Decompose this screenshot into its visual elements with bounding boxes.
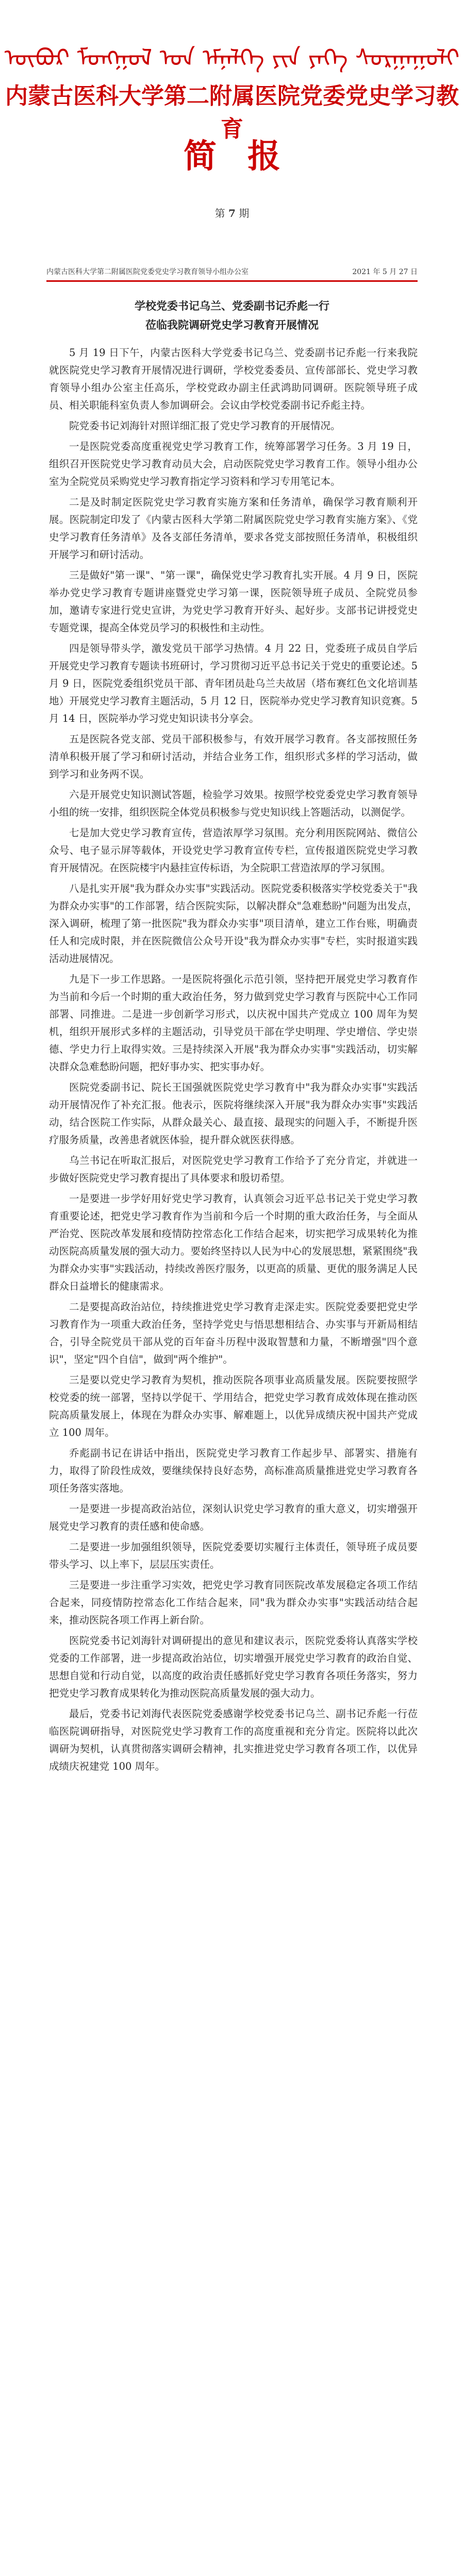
paragraph: 5 月 19 日下午，内蒙古医科大学党委书记乌兰、党委副书记乔彪一行来我院就医院党史学习教育开展情况进行调研，学校党委委员、宣传部部长、党史学习教育领导小组办公室主任高乐，学校党政办副主任武鸿助同调研。医院领导班子成员、相关职能科室负责人参加调研会。会议由学校党委副书记乔彪主持。 <box>49 347 418 411</box>
bulletin-title: 内蒙古医科大学第二附属医院党委党史学习教育 <box>5 83 459 142</box>
paragraph: 三是做好"第一课"、"第一课"，确保党史学习教育扎实开展。4 月 9 日，医院举办党史学习教育专题讲座暨党史学习第一课，医院领导班子成员、全院党员参加，邀请专家进行党史宣讲，为党史学习教育开好头、起好步。支部书记讲授党史专题党课，提高全体党员学习的积极性和主动性。 <box>49 569 418 634</box>
paragraph: 三是要以党史学习教育为契机，推动医院各项事业高质量发展。医院要按照学校党委的统一部署，坚持以学促干、学用结合，把党史学习教育成效体现在推动医院高质量发展上，体现在为群众办实事、解难题上，以优异成绩庆祝中国共产党成立 100 周年。 <box>49 1374 418 1438</box>
paragraph: 二是要进一步加强组织领导，医院党委要切实履行主体责任，领导班子成员要带头学习、以上率下，层层压实责任。 <box>49 1541 418 1570</box>
paragraph: 医院党委副书记、院长王国强就医院党史学习教育中"我为群众办实事"实践活动开展情况作了补充汇报。他表示，医院将继续深入开展"我为群众办实事"实践活动，结合医院工作实际，从群众最关心、最直接、最现实的问题入手，不断提升医疗服务质量，改善患者就医体验，提升群众就医获得感。 <box>49 1081 418 1146</box>
article-title: 学校党委书记乌兰、党委副书记乔彪一行 <box>135 299 329 312</box>
paragraph: 五是医院各党支部、党员干部积极参与，有效开展学习教育。各支部按照任务清单积极开展了学习和研讨活动，并结合业务工作，组织形式多样的学习活动，做到学习和业务两不误。 <box>49 733 418 780</box>
bulletin-name: 简报 <box>184 138 311 176</box>
paragraph: 二是要提高政治站位，持续推进党史学习教育走深走实。医院党委要把党史学习教育作为一项重大政治任务，坚持学党史与悟思想相结合、办实事与开新局相结合，引导全院党员干部从党的百年奋斗历程中汲取智慧和力量，不断增强"四个意识"，坚定"四个自信"，做到"两个维护"。 <box>49 1301 418 1365</box>
paragraph: 六是开展党史知识测试答题，检验学习效果。按照学校党委党史学习教育领导小组的统一安排，组织医院全体党员积极参与党史知识线上答题活动，以测促学。 <box>49 789 418 818</box>
red-divider <box>46 280 418 282</box>
paragraph: 医院党委书记刘海针对调研提出的意见和建议表示，医院党委将认真落实学校党委的工作部署，进一步提高政治站位，切实增强开展党史学习教育的政治自觉、思想自觉和行动自觉，以高度的政治责任感抓好党史学习教育各项任务落实，努力把党史学习教育成果转化为推动医院高质量发展的强大动力。 <box>49 1635 418 1699</box>
paragraph: 院党委书记刘海针对照详细汇报了党史学习教育的开展情况。 <box>69 420 341 432</box>
paragraph: 九是下一步工作思路。一是医院将强化示范引领，坚持把开展党史学习教育作为当前和今后一个时期的重大政治任务，努力做到党史学习教育与医院中心工作同部署、同推进。二是进一步创新学习形式，以庆祝中国共产党成立 100 周年为契机，组织开展形式多样的主题活动，引导党员干部在学史明理、学史增信、学史崇德、学史力行上取得实效。三是持续深入开展"我为群众办实事"实践活动，切实解决群众急难愁盼问题，把好事办实、把实事办好。 <box>49 973 418 1073</box>
paragraph: 八是扎实开展"我为群众办实事"实践活动。医院党委积极落实学校党委关于"我为群众办实事"的工作部署，结合医院实际，以解决群众"急难愁盼"问题为出发点，深入调研，梳理了第一批医院"我为群众办实事"项目清单，建立工作台账，明确责任人和完成时限，并在医院微信公众号开设"我为群众办实事"专栏，实时报道实践活动进展情况。 <box>49 883 418 964</box>
paragraph: 七是加大党史学习教育宣传，营造浓厚学习氛围。充分利用医院网站、微信公众号、电子显示屏等载体，开设党史学习教育宣传专栏，宣传报道医院党史学习教育开展情况。在医院楼宇内悬挂宣传标语，为全院职工营造浓厚的学习氛围。 <box>49 827 418 874</box>
paragraph: 乔彪副书记在讲话中指出，医院党史学习教育工作起步早、部署实、措施有力，取得了阶段性成效，要继续保持良好态势，高标准高质量推进党史学习教育各项任务落实落地。 <box>49 1447 418 1494</box>
issue-date: 2021 年 5 月 27 日 <box>352 268 418 276</box>
paragraph: 一是要进一步学好用好党史学习教育，认真领会习近平总书记关于党史学习教育重要论述，把党史学习教育作为当前和今后一个时期的重大政治任务，与全面从严治党、医院改革发展和疫情防控常态化工作结合起来，切实把学习成果转化为推动医院高质量发展的强大动力。要始终坚持以人民为中心的发展思想，紧紧围绕"我为群众办实事"实践活动，持续改善医疗服务，以更高的质量、更优的服务满足人民群众日益增长的健康需求。 <box>49 1193 418 1292</box>
paragraph: 乌兰书记在听取汇报后，对医院党史学习教育工作给予了充分肯定，并就进一步做好医院党史学习教育提出了具体要求和殷切希望。 <box>49 1155 418 1184</box>
issuer: 内蒙古医科大学第二附属医院党委党史学习教育领导小组办公室 <box>46 268 248 276</box>
article-subtitle: 莅临我院调研党史学习教育开展情况 <box>145 318 319 331</box>
paragraph: 一是要进一步提高政治站位，深刻认识党史学习教育的重大意义，切实增强开展党史学习教育的责任感和使命感。 <box>49 1503 418 1532</box>
article-body <box>49 344 418 1778</box>
paragraph: 一是医院党委高度重视党史学习教育工作，统筹部署学习任务。3 月 19 日，组织召开医院党史学习教育动员大会，启动医院党史学习教育工作。领导小组办公室为全院党员采购党史学习教育指定学习资料和学习专用笔记本。 <box>49 440 418 487</box>
mongolian-masthead: ᠥᠪᠥᠷ ᠮᠣᠩᠭᠣᠯ ᠤᠨ ᠡᠮᠨᠡᠯᠭᠡ ᠶᠢᠨ ᠶᠡᠬᠡ ᠰᠤᠷᠭᠠᠭᠤᠯᠢ <box>4 44 460 72</box>
paragraph: 四是领导带头学，激发党员干部学习热情。4 月 22 日，党委班子成员自学后开展党史学习教育专题读书班研讨，学习贯彻习近平总书记关于党史的重要论述。5 月 9 日，医院党委组织党员干部、青年团员赴乌兰夫故居（塔布赛红色文化培训基地）开展党史学习教育主题活动，5 月 12 日，医院举办党史学习教育知识竞赛。5 月 14 日，医院举办学习党史知识读书分享会。 <box>49 642 418 724</box>
issue-number: 第 7 期 <box>214 207 250 219</box>
paragraph: 最后，党委书记刘海代表医院党委感谢学校党委书记乌兰、副书记乔彪一行莅临医院调研指导，对医院党史学习教育工作的高度重视和充分肯定。医院将以此次调研为契机，认真贯彻落实调研会精神，扎实推进党史学习教育各项工作，以优异成绩庆祝建党 100 周年。 <box>49 1708 418 1772</box>
paragraph: 二是及时制定医院党史学习教育实施方案和任务清单，确保学习教育顺利开展。医院制定印发了《内蒙古医科大学第二附属医院党史学习教育实施方案》、《党史学习教育任务清单》及各支部任务清单，要求各党支部按照任务清单，积极组织开展学习和研讨活动。 <box>49 496 418 561</box>
paragraph: 三是要进一步注重学习实效，把党史学习教育同医院改革发展稳定各项工作结合起来，同疫情防控常态化工作结合起来，同"我为群众办实事"实践活动结合起来，推动医院各项工作再上新台阶。 <box>49 1579 418 1626</box>
